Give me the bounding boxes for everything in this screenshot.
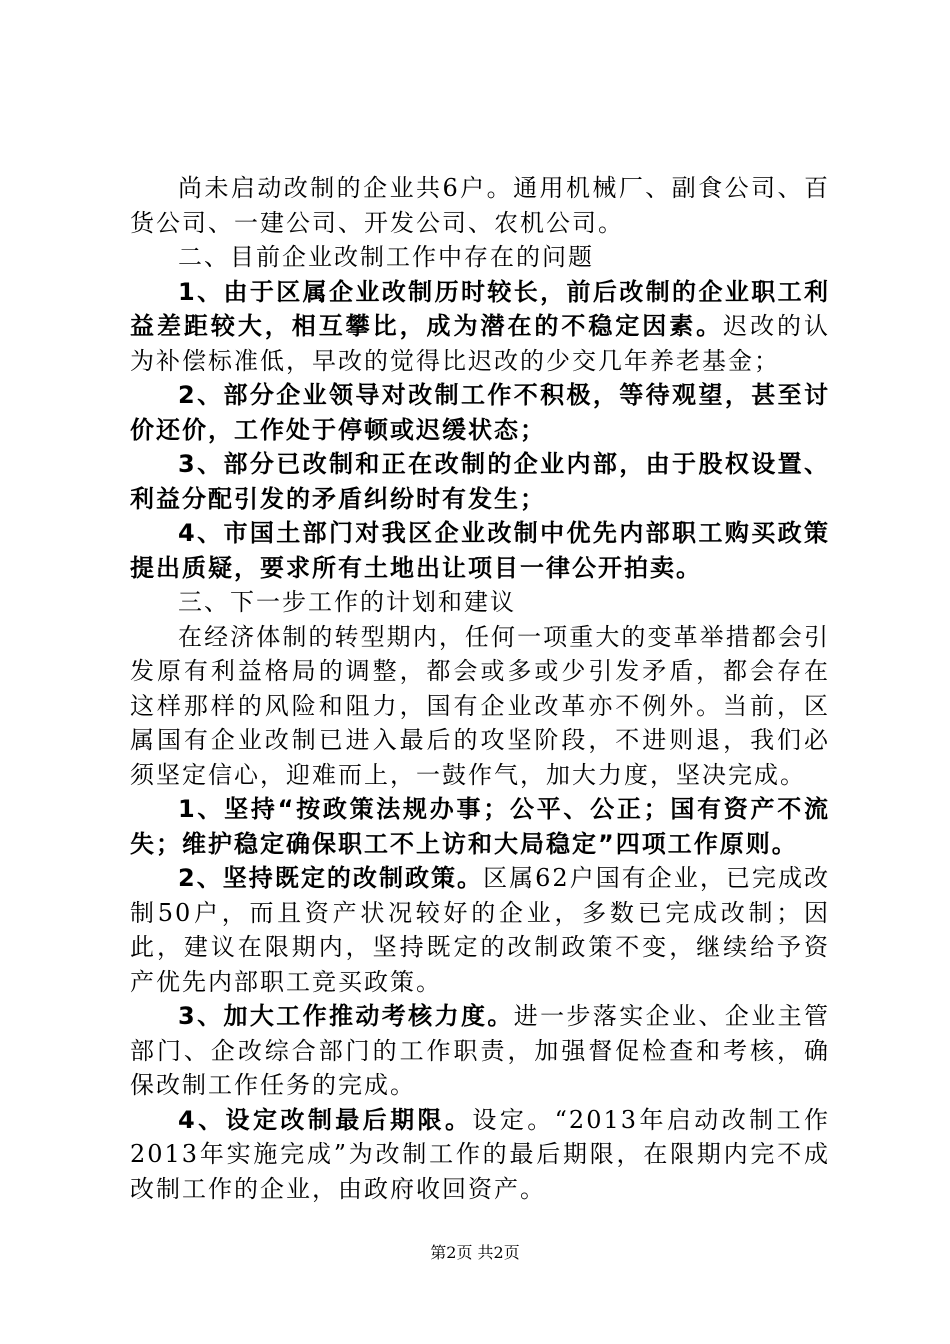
section-heading-problems: [130, 240, 830, 275]
page-footer: [0, 1240, 950, 1263]
paragraph-text: 设定。“2013年启动改制工作2013年实施完成”为改制工作的最后期限，在限期内完不成改制工作的企业，由政府收回资产。: [130, 1105, 830, 1203]
paragraph-lead: 3、部分已改制和正在改制的企业内部，由于股权设置、利益分配引发的矛盾纠纷时有发生；: [130, 450, 830, 513]
paragraph-lead: 2、部分企业领导对改制工作不积极，等待观望，甚至讨价还价，工作处于停顿或迟缓状态；: [130, 381, 830, 444]
paragraph-text: 进一步落实企业、企业主管部门、企改综合部门的工作职责，加强督促检查和考核，确保改制工作任务的完成。: [130, 1002, 830, 1099]
section-heading-text: 二、目前企业改制工作中存在的问题: [178, 243, 594, 271]
paragraph-lead: 3、加大工作推动考核力度。: [178, 1002, 514, 1030]
paragraph-text: 在经济体制的转型期内，任何一项重大的变革举措都会引发原有利益格局的调整，都会或多或少引发矛盾，都会存在这样那样的风险和阻力，国有企业改革亦不例外。当前，区属国有企业改制已进入最后的攻坚阶段，不进则退，我们必须坚定信心，迎难而上，一鼓作气，加大力度，坚决完成。: [130, 622, 830, 789]
paragraph-reform-context: [130, 620, 830, 793]
plan-item-2: [130, 861, 830, 999]
problem-item-1: [130, 275, 830, 379]
problem-item-3: [130, 447, 830, 516]
paragraph-lead: 1、坚持“按政策法规办事；公平、公正；国有资产不流失；维护稳定确保职工不上访和大局稳定”四项工作原则。: [130, 795, 830, 858]
paragraph-text: 尚未启动改制的企业共6户。通用机械厂、副食公司、百货公司、一建公司、开发公司、农机公司。: [130, 174, 830, 237]
paragraph-lead: 1、由于区属企业改制历时较长，前后改制的企业职工利益差距较大，相互攀比，成为潜在的不稳定因素。: [130, 277, 830, 340]
section-heading-plans: [130, 585, 830, 620]
document-body: [130, 171, 830, 1206]
problem-item-2: [130, 378, 830, 447]
page-number-label: 第2页 共2页: [430, 1243, 520, 1262]
paragraph-unstarted-enterprises: [130, 171, 830, 240]
plan-item-3: [130, 999, 830, 1103]
paragraph-text: 区属62户国有企业，已完成改制50户，而且资产状况较好的企业，多数已完成改制；因此，建议在限期内，坚持既定的改制政策不变，继续给予资产优先内部职工竞买政策。: [130, 864, 830, 996]
section-heading-text: 三、下一步工作的计划和建议: [178, 588, 516, 616]
paragraph-lead: 4、市国土部门对我区企业改制中优先内部职工购买政策提出质疑，要求所有土地出让项目一律公开拍卖。: [130, 519, 830, 582]
paragraph-text: 迟改的认为补偿标准低，早改的觉得比迟改的少交几年养老基金；: [130, 312, 831, 375]
paragraph-lead: 2、坚持既定的改制政策。: [178, 864, 484, 892]
problem-item-4: [130, 516, 830, 585]
plan-item-4: [130, 1103, 830, 1207]
paragraph-lead: 4、设定改制最后期限。: [178, 1105, 473, 1134]
plan-item-1: [130, 792, 830, 861]
